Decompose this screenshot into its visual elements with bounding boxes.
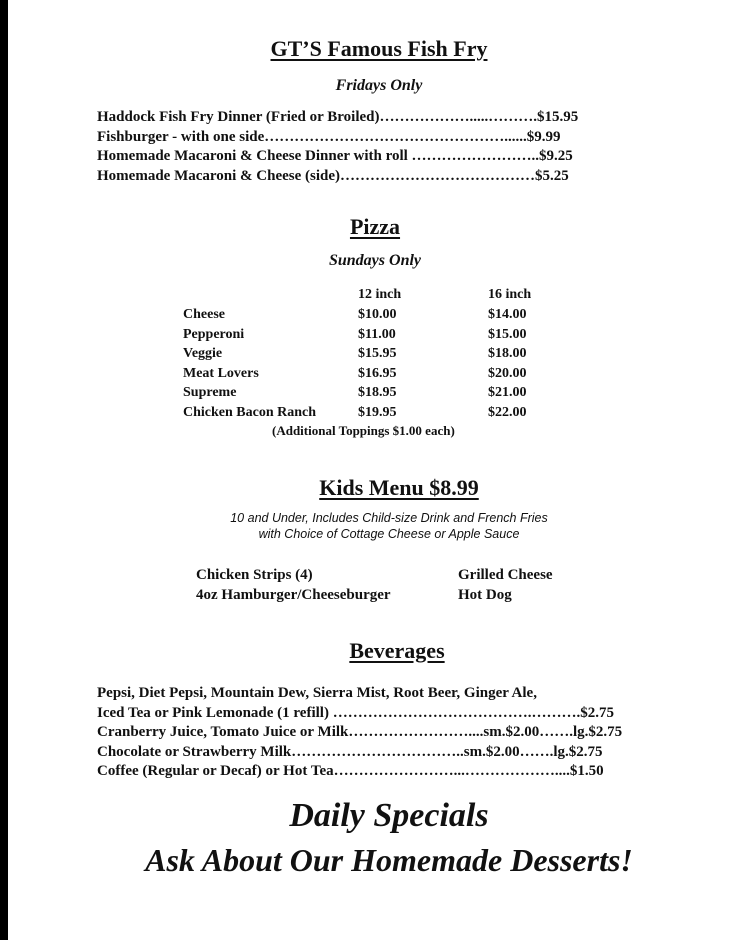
kids-menu-desc-1: 10 and Under, Includes Child-size Drink and French Fries <box>230 511 548 525</box>
beverage-line: Coffee (Regular or Decaf) or Hot Tea……………………...………………....$1.50 <box>97 763 604 779</box>
pizza-price-16: $21.00 <box>488 385 527 400</box>
beverage-line: Cranberry Juice, Tomato Juice or Milk……………………....sm.$2.00…….lg.$2.75 <box>97 724 623 740</box>
pizza-price-12: $19.95 <box>358 404 397 420</box>
pizza-name: Meat Lovers <box>183 365 259 381</box>
pizza-name: Chicken Bacon Ranch <box>183 404 317 420</box>
fish-fry-item: Fishburger - with one side…………………………………………......$9.99 <box>97 128 561 145</box>
pizza-name: Veggie <box>183 346 223 361</box>
beverage-line: Iced Tea or Pink Lemonade (1 refill) ………………………………….……….$2.75 <box>97 704 614 721</box>
desserts-banner: Ask About Our Homemade Desserts! <box>145 842 633 878</box>
pizza-price-16: $18.00 <box>488 346 527 361</box>
pizza-subtitle: Sundays Only <box>328 252 422 269</box>
pizza-price-16: $14.00 <box>488 307 527 322</box>
pizza-names <box>183 305 316 422</box>
kids-menu-title: Kids Menu $8.99 <box>319 475 479 500</box>
menu-page <box>8 0 750 940</box>
fish-fry-item: Homemade Macaroni & Cheese (side)…………………………………$5.25 <box>97 167 569 184</box>
pizza-name: Cheese <box>183 307 225 322</box>
daily-specials: Daily Specials <box>289 797 489 834</box>
kids-item: Hot Dog <box>458 587 512 603</box>
pizza-prices-12 <box>358 305 397 422</box>
size-header-12: 12 inch <box>358 287 402 302</box>
beverages-title: Beverages <box>349 638 445 663</box>
pizza-prices-16 <box>488 305 527 422</box>
fish-fry-title: GT’S Famous Fish Fry <box>270 36 488 61</box>
beverages-list <box>97 684 622 782</box>
beverage-line: Pepsi, Diet Pepsi, Mountain Dew, Sierra Mist, Root Beer, Ginger Ale, <box>97 685 537 701</box>
kids-menu-desc-2: with Choice of Cottage Cheese or Apple Sauce <box>258 527 520 541</box>
pizza-price-12: $18.95 <box>358 385 397 400</box>
fish-fry-item: Haddock Fish Fry Dinner (Fried or Broiled)……………….....……….$15.95 <box>97 109 579 125</box>
pizza-name: Supreme <box>183 385 237 400</box>
fish-fry-subtitle: Fridays Only <box>335 77 423 94</box>
kids-item: Chicken Strips (4) <box>196 567 313 583</box>
pizza-price-12: $10.00 <box>358 307 397 322</box>
fish-fry-list <box>97 108 578 186</box>
pizza-title: Pizza <box>349 214 401 239</box>
pizza-price-16: $22.00 <box>488 404 527 420</box>
pizza-price-12: $11.00 <box>358 326 396 342</box>
pizza-price-16: $20.00 <box>488 365 527 381</box>
pizza-price-12: $15.95 <box>358 346 397 361</box>
kids-items-right <box>458 565 553 605</box>
pizza-name: Pepperoni <box>183 326 245 342</box>
pizza-price-16: $15.00 <box>488 326 527 342</box>
beverage-line: Chocolate or Strawberry Milk……………………………..sm.$2.00…….lg.$2.75 <box>97 743 603 760</box>
size-header-16: 16 inch <box>488 287 532 302</box>
fish-fry-item: Homemade Macaroni & Cheese Dinner with roll ……………………..$9.25 <box>97 148 573 164</box>
kids-item: 4oz Hamburger/Cheeseburger <box>196 587 391 603</box>
kids-items-left <box>196 565 391 605</box>
kids-item: Grilled Cheese <box>458 567 553 583</box>
pizza-price-12: $16.95 <box>358 365 397 381</box>
pizza-toppings-note: (Additional Toppings $1.00 each) <box>272 423 455 438</box>
